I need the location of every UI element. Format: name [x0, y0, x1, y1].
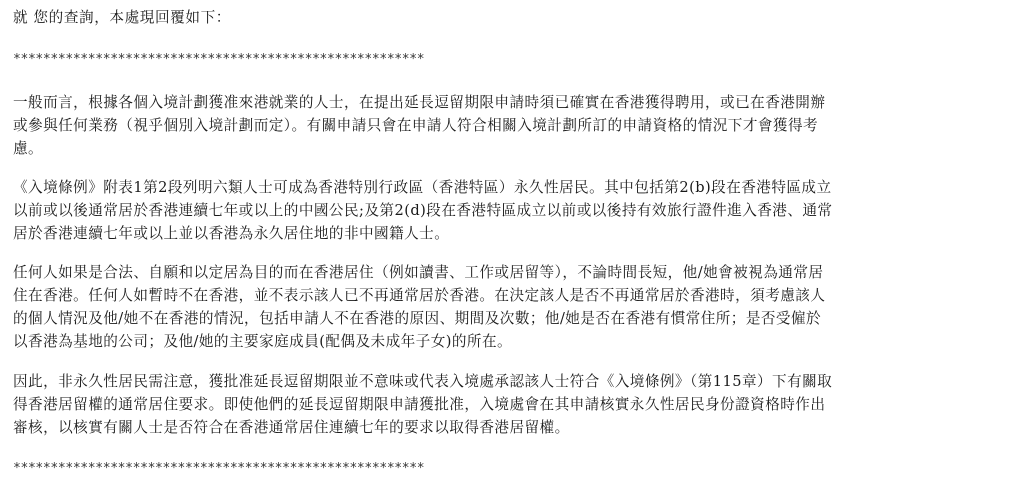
paragraph-line: 得香港居留權的通常居住要求。即使他們的延長逗留期限申請獲批准，入境處會在其申請核實永久性居民身份證資格時作出 — [13, 396, 826, 413]
paragraph-line: 《入境條例》附表1第2段列明六類人士可成為香港特別行政區（香港特區）永久性居民。其中包括第2(b)段在香港特區成立 — [13, 179, 832, 196]
paragraph-ordinarily-resident — [13, 261, 1013, 353]
paragraph-line: 因此，非永久性居民需注意，獲批准延長逗留期限並不意味或代表入境處承認該人士符合《入境條例》（第115章）下有關取 — [13, 373, 833, 390]
paragraph-ordinance-schedule — [13, 176, 1013, 245]
paragraph-line: 慮。 — [13, 140, 44, 157]
separator-top: ******************************************************* — [13, 52, 425, 67]
paragraph-line: 一般而言，根據各個入境計劃獲准來港就業的人士，在提出延長逗留期限申請時須已確實在香港獲得聘用，或已在香港開辦 — [13, 94, 826, 111]
paragraph-line: 的個人情況及他/她不在香港的情況，包括申請人不在香港的原因、期間及次數；他/她是否在香港有慣常住所；是否受僱於 — [13, 310, 822, 327]
paragraph-line: 住在香港。任何人如暫時不在香港，並不表示該人已不再通常居於香港。在決定該人是否不再通常居於香港時，須考慮該人 — [13, 287, 826, 304]
paragraph-line: 以香港為基地的公司；及他/她的主要家庭成員(配偶及未成年子女)的所在。 — [13, 333, 513, 350]
separator-bottom: ******************************************************* — [13, 461, 425, 476]
paragraph-line: 任何人如果是合法、自願和以定居為目的而在香港居住（例如讀書、工作或居留等），不論時間長短，他/她會被視為通常居 — [13, 264, 824, 281]
paragraph-line: 居於香港連續七年或以上並以香港為永久居住地的非中國籍人士。 — [13, 225, 450, 242]
paragraph-employment — [13, 91, 1013, 160]
paragraph-line: 或參與任何業務（視乎個別入境計劃而定）。有關申請只會在申請人符合相關入境計劃所訂的申請資格的情況下才會獲得考 — [13, 117, 819, 134]
paragraph-line: 以前或以後通常居於香港連續七年或以上的中國公民;及第2(d)段在香港特區成立以前或以後持有效旅行證件進入香港、通常 — [13, 202, 833, 219]
greeting-line: 就 您的查詢，本處現回覆如下： — [13, 9, 231, 26]
paragraph-non-permanent-notice — [13, 370, 1013, 439]
paragraph-line: 審核，以核實有關人士是否符合在香港通常居住連續七年的要求以取得香港居留權。 — [13, 419, 570, 436]
